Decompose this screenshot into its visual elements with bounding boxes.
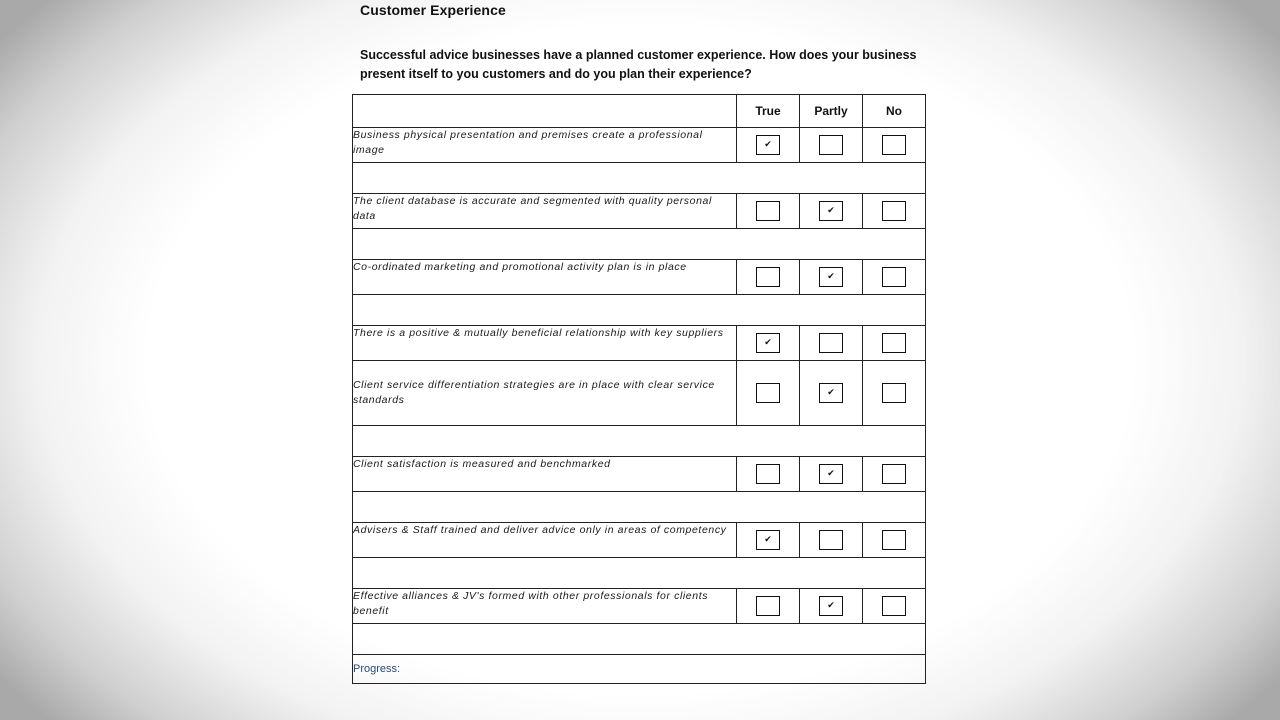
checkbox-no[interactable]: [882, 530, 906, 550]
answer-cell-partly: [800, 457, 863, 492]
spacer-cell: [353, 295, 926, 326]
spacer-row: [353, 558, 926, 589]
spacer-cell: [353, 624, 926, 655]
answer-cell-true: [737, 128, 800, 163]
answer-cell-no: [863, 523, 926, 558]
column-header-no: No: [863, 95, 926, 128]
spacer-row: [353, 492, 926, 523]
question-statement: Co-ordinated marketing and promotional activity plan is in place: [353, 260, 737, 295]
question-row: [353, 326, 926, 361]
spacer-row: [353, 426, 926, 457]
checkbox-true[interactable]: [756, 333, 780, 353]
answer-cell-no: [863, 457, 926, 492]
question-statement: There is a positive & mutually beneficial relationship with key suppliers: [353, 326, 737, 361]
answer-cell-true: [737, 523, 800, 558]
answer-cell-partly: [800, 361, 863, 426]
checkbox-true[interactable]: [756, 464, 780, 484]
question-row: [353, 194, 926, 229]
spacer-cell: [353, 492, 926, 523]
checkbox-partly[interactable]: [819, 596, 843, 616]
question-statement: Client service differentiation strategies are in place with clear service standards: [353, 361, 737, 426]
spacer-row: [353, 295, 926, 326]
spacer-cell: [353, 426, 926, 457]
column-header-partly: Partly: [800, 95, 863, 128]
checkbox-true[interactable]: [756, 530, 780, 550]
checkbox-true[interactable]: [756, 267, 780, 287]
answer-cell-no: [863, 260, 926, 295]
checkbox-no[interactable]: [882, 201, 906, 221]
checkbox-true[interactable]: [756, 383, 780, 403]
checkbox-no[interactable]: [882, 464, 906, 484]
questionnaire-table: [352, 94, 926, 684]
answer-cell-partly: [800, 523, 863, 558]
checkbox-partly[interactable]: [819, 333, 843, 353]
answer-cell-partly: [800, 589, 863, 624]
spacer-row: [353, 229, 926, 260]
column-header-true: True: [737, 95, 800, 128]
checkbox-partly[interactable]: [819, 530, 843, 550]
answer-cell-no: [863, 589, 926, 624]
answer-cell-no: [863, 128, 926, 163]
checkbox-partly[interactable]: [819, 135, 843, 155]
checkbox-partly[interactable]: [819, 267, 843, 287]
checkbox-true[interactable]: [756, 201, 780, 221]
question-statement: Advisers & Staff trained and deliver advice only in areas of competency: [353, 523, 737, 558]
question-statement: The client database is accurate and segmented with quality personal data: [353, 194, 737, 229]
table-header-row: [353, 95, 926, 128]
answer-cell-no: [863, 361, 926, 426]
checkbox-true[interactable]: [756, 596, 780, 616]
answer-cell-true: [737, 589, 800, 624]
spacer-row: [353, 163, 926, 194]
answer-cell-true: [737, 326, 800, 361]
checkbox-partly[interactable]: [819, 464, 843, 484]
question-row: [353, 260, 926, 295]
answer-cell-no: [863, 194, 926, 229]
progress-label: Progress:: [353, 655, 926, 684]
spacer-cell: [353, 163, 926, 194]
checkbox-no[interactable]: [882, 135, 906, 155]
spacer-cell: [353, 229, 926, 260]
answer-cell-partly: [800, 194, 863, 229]
question-row: [353, 457, 926, 492]
question-row: [353, 361, 926, 426]
question-statement: Business physical presentation and premises create a professional image: [353, 128, 737, 163]
checkbox-partly[interactable]: [819, 201, 843, 221]
answer-cell-true: [737, 361, 800, 426]
spacer-cell: [353, 558, 926, 589]
question-row: [353, 128, 926, 163]
answer-cell-true: [737, 457, 800, 492]
question-row: [353, 523, 926, 558]
header-statement-cell: [353, 95, 737, 128]
checkbox-no[interactable]: [882, 267, 906, 287]
checkbox-no[interactable]: [882, 596, 906, 616]
question-statement: Client satisfaction is measured and benchmarked: [353, 457, 737, 492]
answer-cell-true: [737, 260, 800, 295]
section-intro: Successful advice businesses have a planned customer experience. How does your business present itself to you customers and do you plan their experience?: [360, 48, 917, 81]
question-row: [353, 589, 926, 624]
checkbox-no[interactable]: [882, 383, 906, 403]
spacer-row: [353, 624, 926, 655]
answer-cell-partly: [800, 260, 863, 295]
section-title: Customer Experience: [360, 2, 506, 18]
answer-cell-no: [863, 326, 926, 361]
answer-cell-partly: [800, 128, 863, 163]
progress-row: [353, 655, 926, 684]
checkbox-no[interactable]: [882, 333, 906, 353]
checkbox-partly[interactable]: [819, 383, 843, 403]
answer-cell-true: [737, 194, 800, 229]
question-statement: Effective alliances & JV's formed with other professionals for clients benefit: [353, 589, 737, 624]
answer-cell-partly: [800, 326, 863, 361]
checkbox-true[interactable]: [756, 135, 780, 155]
